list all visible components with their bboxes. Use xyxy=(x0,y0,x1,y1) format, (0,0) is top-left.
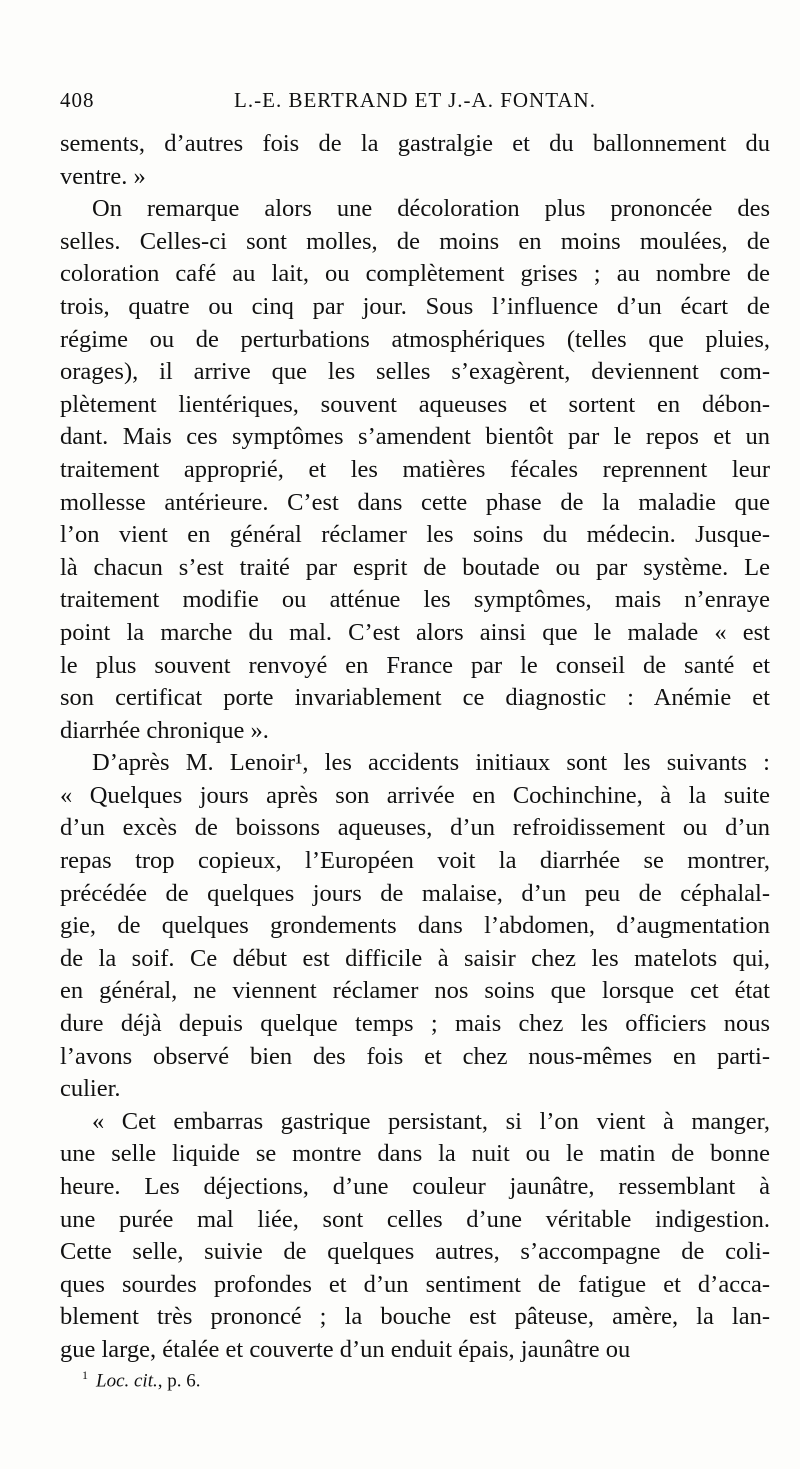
text-line: là chacun s’est traité par esprit de boutade ou par système. Le xyxy=(60,553,770,581)
text-line: d’un excès de boissons aqueuses, d’un refroidissement ou d’un xyxy=(60,814,770,842)
text-line: traitement modifie ou atténue les symptômes, mais n’enraye xyxy=(60,586,770,614)
text-line: ventre. » xyxy=(60,162,146,190)
text-line: dant. Mais ces symptômes s’amendent bientôt par le repos et un xyxy=(60,423,770,451)
text-line: l’avons observé bien des fois et chez nous-mêmes en parti- xyxy=(60,1042,770,1070)
text-line: orages), il arrive que les selles s’exagèrent, deviennent com- xyxy=(60,358,770,386)
footnote-source: Loc. cit. xyxy=(96,1370,158,1392)
text-line: gue large, étalée et couverte d’un enduit épais, jaunâtre ou xyxy=(60,1335,631,1363)
text-line: de la soif. Ce début est difficile à saisir chez les matelots qui, xyxy=(60,944,770,972)
text-line: selles. Celles-ci sont molles, de moins en moins moulées, de xyxy=(60,227,770,255)
footnote-marker: 1 xyxy=(82,1368,88,1382)
text-line: trois, quatre ou cinq par jour. Sous l’influence d’un écart de xyxy=(60,292,770,320)
text-line: diarrhée chronique ». xyxy=(60,716,269,744)
text-line: repas trop copieux, l’Européen voit la diarrhée se montrer, xyxy=(60,847,770,875)
text-line: « Cet embarras gastrique persistant, si l’on vient à manger, xyxy=(92,1107,770,1135)
page-header xyxy=(60,88,770,118)
text-line: gie, de quelques grondements dans l’abdomen, d’augmentation xyxy=(60,912,770,940)
text-line: On remarque alors une décoloration plus prononcée des xyxy=(92,195,770,223)
paragraph xyxy=(60,747,770,1106)
text-line: coloration café au lait, ou complètement grises ; au nombre de xyxy=(60,260,770,288)
paragraph xyxy=(60,128,770,193)
text-line: l’on vient en général réclamer les soins du médecin. Jusque- xyxy=(60,521,770,549)
text-line: plètement lientériques, souvent aqueuses et sortent en débon- xyxy=(60,390,770,418)
text-line: régime ou de perturbations atmosphériques (telles que pluies, xyxy=(60,325,770,353)
footnote-page: , p. 6. xyxy=(157,1370,201,1392)
text-line: sements, d’autres fois de la gastralgie et du ballonnement du xyxy=(60,130,770,157)
text-line: traitement approprié, et les matières fécales reprennent leur xyxy=(60,455,770,483)
text-line: mollesse antérieure. C’est dans cette phase de la maladie que xyxy=(60,488,770,516)
text-line: une selle liquide se montre dans la nuit ou le matin de bonne xyxy=(60,1140,770,1168)
text-line: point la marche du mal. C’est alors ainsi que le malade « est xyxy=(60,618,770,646)
text-line: blement très prononcé ; la bouche est pâteuse, amère, la lan- xyxy=(60,1303,770,1331)
text-line: en général, ne viennent réclamer nos soins que lorsque cet état xyxy=(60,977,770,1005)
text-line: heure. Les déjections, d’une couleur jaunâtre, ressemblant à xyxy=(60,1173,770,1200)
text-line: précédée de quelques jours de malaise, d’un peu de céphalal- xyxy=(60,879,770,907)
text-line: son certificat porte invariablement ce diagnostic : Anémie et xyxy=(60,684,770,712)
page-number: 408 xyxy=(60,88,95,112)
text-line: ques sourdes profondes et d’un sentiment de fatigue et d’acca- xyxy=(60,1270,770,1298)
text-line: Cette selle, suivie de quelques autres, s’accompagne de coli- xyxy=(60,1238,770,1266)
text-line: « Quelques jours après son arrivée en Cochinchine, à la suite xyxy=(60,781,770,809)
paragraph xyxy=(60,1106,770,1367)
body-text xyxy=(60,128,770,1367)
text-line: culier. xyxy=(60,1075,121,1103)
footnote xyxy=(82,1368,201,1392)
paragraph xyxy=(60,193,770,747)
running-head: L.-E. BERTRAND ET J.-A. FONTAN. xyxy=(234,88,596,112)
text-line: le plus souvent renvoyé en France par le conseil de santé et xyxy=(60,651,770,679)
text-line: D’après M. Lenoir¹, les accidents initiaux sont les suivants : xyxy=(92,749,770,777)
text-line: une purée mal liée, sont celles d’une véritable indigestion. xyxy=(60,1205,770,1233)
text-line: dure déjà depuis quelque temps ; mais chez les officiers nous xyxy=(60,1010,770,1038)
